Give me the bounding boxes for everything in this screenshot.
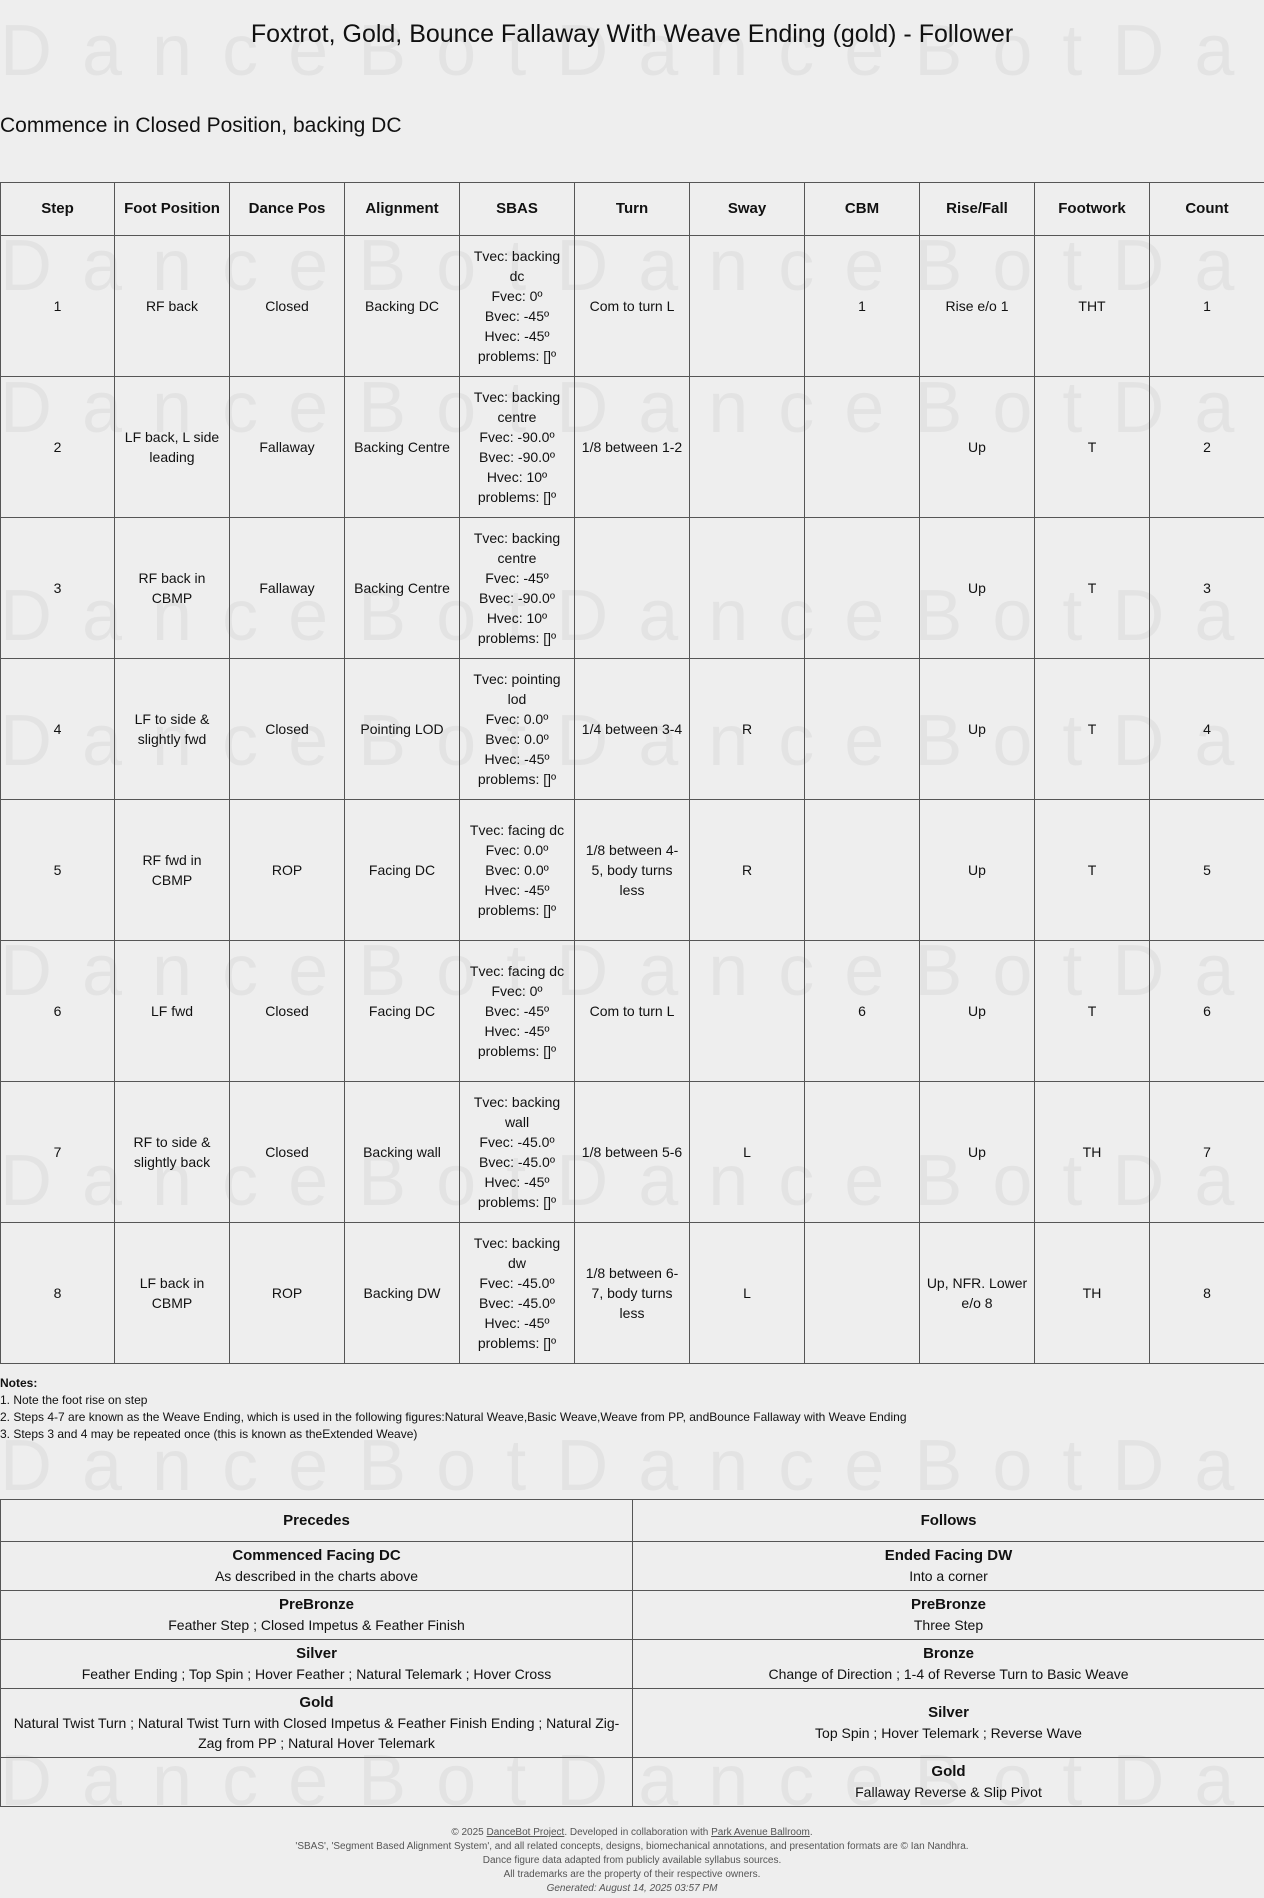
pf-items: Three Step: [913, 1617, 984, 1633]
sway-cell: L: [690, 1223, 805, 1364]
follows-header: Follows: [633, 1500, 1264, 1542]
footwork-cell: T: [1035, 377, 1150, 518]
pf-level: Silver: [296, 1645, 337, 1662]
sbas-cell: [460, 236, 575, 377]
alignment-cell: Backing DC: [345, 236, 460, 377]
step-row: [1, 941, 1264, 1082]
step-number-cell: 7: [1, 1082, 115, 1223]
precedes-follows-table: [0, 1499, 1264, 1807]
count-cell: 4: [1150, 659, 1264, 800]
rise-fall-cell: Up, NFR. Lower e/o 8: [920, 1223, 1035, 1364]
dance-pos-cell: Closed: [230, 1082, 345, 1223]
step-row: [1, 377, 1264, 518]
alignment-cell: Pointing LOD: [345, 659, 460, 800]
sbas-line: Tvec: backing dc: [473, 248, 561, 284]
step-row: [1, 518, 1264, 659]
pf-items: Feather Step ; Closed Impetus & Feather Finish: [168, 1617, 465, 1633]
turn-cell: [575, 518, 690, 659]
rise-fall-cell: Rise e/o 1: [920, 236, 1035, 377]
turn-cell: Com to turn L: [575, 941, 690, 1082]
footwork-cell: TH: [1035, 1082, 1150, 1223]
col-foot-position-header: Foot Position: [115, 183, 230, 236]
dance-pos-cell: ROP: [230, 800, 345, 941]
sbas-cell: [460, 659, 575, 800]
rise-fall-cell: Up: [920, 941, 1035, 1082]
sbas-line: Hvec: 10º: [486, 469, 548, 485]
rise-fall-cell: Up: [920, 800, 1035, 941]
col-sway-header: Sway: [690, 183, 805, 236]
sbas-line: Tvec: pointing lod: [473, 671, 561, 707]
copyright-period: .: [809, 1827, 813, 1838]
sbas-line: problems: []º: [477, 902, 557, 918]
pf-row: [1, 1542, 1264, 1591]
pf-row: [1, 1640, 1264, 1689]
footer-generated: Generated: August 14, 2025 03:57 PM: [546, 1883, 718, 1894]
turn-cell: 1/4 between 3-4: [575, 659, 690, 800]
step-row: [1, 659, 1264, 800]
col-dance-pos-header: Dance Pos: [230, 183, 345, 236]
sbas-line: Hvec: 10º: [486, 610, 548, 626]
col-cbm-header: CBM: [805, 183, 920, 236]
sway-cell: [690, 377, 805, 518]
foot-position-cell: LF to side & slightly fwd: [115, 659, 230, 800]
pf-level: Bronze: [923, 1645, 974, 1662]
footwork-cell: T: [1035, 659, 1150, 800]
cbm-cell: [805, 659, 920, 800]
foot-position-cell: LF fwd: [115, 941, 230, 1082]
footwork-cell: T: [1035, 518, 1150, 659]
sbas-cell: [460, 377, 575, 518]
note-item: 1. Note the foot rise on step: [0, 1393, 148, 1407]
sbas-line: Fvec: -45.0º: [479, 1275, 555, 1291]
turn-cell: 1/8 between 4-5, body turns less: [575, 800, 690, 941]
cbm-cell: 1: [805, 236, 920, 377]
collab-text: . Developed in collaboration with: [564, 1827, 712, 1838]
sbas-line: Hvec: -45º: [484, 882, 550, 898]
steps-body: [1, 236, 1264, 1364]
alignment-cell: Backing Centre: [345, 518, 460, 659]
precedes-cell: [1, 1758, 633, 1807]
col-count-header: Count: [1150, 183, 1264, 236]
col-turn-header: Turn: [575, 183, 690, 236]
sbas-line: Bvec: -45.0º: [479, 1154, 555, 1170]
step-row: [1, 1223, 1264, 1364]
sbas-line: problems: []º: [477, 1335, 557, 1351]
step-row: [1, 236, 1264, 377]
precedes-cell: [1, 1689, 633, 1758]
footwork-cell: TH: [1035, 1223, 1150, 1364]
pf-level: Silver: [928, 1704, 969, 1721]
note-item: 2. Steps 4-7 are known as the Weave Ending, which is used in the following figures:Natural Weave,Basic Weave,Weave from PP, andBounce Fallaway with Weave Ending: [0, 1410, 907, 1424]
footwork-cell: T: [1035, 800, 1150, 941]
pf-items: Fallaway Reverse & Slip Pivot: [855, 1784, 1042, 1800]
follows-cell: [633, 1640, 1264, 1689]
alignment-cell: Backing wall: [345, 1082, 460, 1223]
follows-cell: [633, 1689, 1264, 1758]
precedes-cell: [1, 1640, 633, 1689]
pf-row: [1, 1758, 1264, 1807]
note-item: 3. Steps 3 and 4 may be repeated once (this is known as theExtended Weave): [0, 1427, 418, 1441]
pf-row: [1, 1591, 1264, 1640]
pf-level: PreBronze: [910, 1596, 987, 1613]
rise-fall-cell: Up: [920, 1082, 1035, 1223]
page-subtitle: Commence in Closed Position, backing DC: [0, 114, 402, 137]
pf-level: Commenced Facing DC: [232, 1547, 401, 1564]
sway-cell: R: [690, 659, 805, 800]
sbas-line: Tvec: backing centre: [473, 530, 561, 566]
foot-position-cell: RF to side & slightly back: [115, 1082, 230, 1223]
pf-row: [1, 1689, 1264, 1758]
precedes-header: Precedes: [1, 1500, 633, 1542]
notes-title: Notes:: [0, 1376, 38, 1390]
sbas-line: Bvec: -45º: [484, 1003, 550, 1019]
turn-cell: 1/8 between 1-2: [575, 377, 690, 518]
precedes-cell: [1, 1542, 633, 1591]
step-row: [1, 1082, 1264, 1223]
step-row: [1, 800, 1264, 941]
sbas-line: Fvec: -45º: [485, 570, 549, 586]
sbas-line: problems: []º: [477, 1194, 557, 1210]
count-cell: 8: [1150, 1223, 1264, 1364]
footwork-cell: THT: [1035, 236, 1150, 377]
dance-pos-cell: Fallaway: [230, 518, 345, 659]
rise-fall-cell: Up: [920, 518, 1035, 659]
steps-header-row: [1, 183, 1264, 236]
sbas-line: Fvec: -90.0º: [479, 429, 555, 445]
sbas-line: Fvec: -45.0º: [479, 1134, 555, 1150]
sbas-line: Fvec: 0.0º: [485, 711, 549, 727]
sway-cell: L: [690, 1082, 805, 1223]
pf-body: [1, 1542, 1264, 1807]
sway-cell: [690, 236, 805, 377]
steps-table: [0, 182, 1264, 1364]
sbas-line: Bvec: -45.0º: [479, 1295, 555, 1311]
sway-cell: [690, 518, 805, 659]
sbas-cell: [460, 1223, 575, 1364]
sbas-cell: [460, 941, 575, 1082]
col-alignment-header: Alignment: [345, 183, 460, 236]
sbas-line: Bvec: 0.0º: [485, 862, 549, 878]
sbas-line: Fvec: 0º: [491, 983, 543, 999]
foot-position-cell: RF fwd in CBMP: [115, 800, 230, 941]
count-cell: 2: [1150, 377, 1264, 518]
pf-items: Feather Ending ; Top Spin ; Hover Feather ; Natural Telemark ; Hover Cross: [81, 1666, 552, 1682]
pf-level: Gold: [931, 1763, 966, 1780]
step-number-cell: 5: [1, 800, 115, 941]
sbas-line: Fvec: 0.0º: [485, 842, 549, 858]
count-cell: 1: [1150, 236, 1264, 377]
turn-cell: Com to turn L: [575, 236, 690, 377]
sbas-line: Hvec: -45º: [484, 751, 550, 767]
sbas-line: Bvec: -90.0º: [479, 590, 555, 606]
sway-cell: R: [690, 800, 805, 941]
precedes-cell: [1, 1591, 633, 1640]
footer: [0, 1826, 1264, 1896]
pf-items: As described in the charts above: [214, 1568, 419, 1584]
footer-copyright: [0, 1826, 1264, 1840]
cbm-cell: [805, 377, 920, 518]
sbas-line: problems: []º: [477, 348, 557, 364]
sbas-line: Fvec: 0º: [491, 288, 543, 304]
step-number-cell: 3: [1, 518, 115, 659]
count-cell: 6: [1150, 941, 1264, 1082]
notes: [0, 1375, 907, 1443]
dance-pos-cell: Fallaway: [230, 377, 345, 518]
cbm-cell: [805, 1223, 920, 1364]
dance-pos-cell: ROP: [230, 1223, 345, 1364]
col-footwork-header: Footwork: [1035, 183, 1150, 236]
sbas-line: Hvec: -45º: [484, 1174, 550, 1190]
sbas-line: Tvec: backing centre: [473, 389, 561, 425]
sbas-line: problems: []º: [477, 771, 557, 787]
sbas-line: problems: []º: [477, 489, 557, 505]
follows-cell: [633, 1591, 1264, 1640]
foot-position-cell: RF back in CBMP: [115, 518, 230, 659]
turn-cell: 1/8 between 6-7, body turns less: [575, 1223, 690, 1364]
pf-items: Change of Direction ; 1-4 of Reverse Turn to Basic Weave: [768, 1666, 1129, 1682]
sbas-line: problems: []º: [477, 1043, 557, 1059]
step-number-cell: 1: [1, 236, 115, 377]
sbas-cell: [460, 800, 575, 941]
count-cell: 5: [1150, 800, 1264, 941]
step-number-cell: 8: [1, 1223, 115, 1364]
col-sbas-header: SBAS: [460, 183, 575, 236]
count-cell: 3: [1150, 518, 1264, 659]
foot-position-cell: LF back, L side leading: [115, 377, 230, 518]
park-avenue-ballroom-link[interactable]: Park Avenue Ballroom: [711, 1827, 810, 1838]
follows-cell: [633, 1542, 1264, 1591]
sbas-line: Tvec: backing dw: [473, 1235, 561, 1271]
step-number-cell: 4: [1, 659, 115, 800]
sbas-line: Tvec: facing dc: [469, 963, 565, 979]
foot-position-cell: LF back in CBMP: [115, 1223, 230, 1364]
sbas-line: Tvec: facing dc: [469, 822, 565, 838]
step-number-cell: 6: [1, 941, 115, 1082]
sbas-line: Hvec: -45º: [484, 328, 550, 344]
turn-cell: 1/8 between 5-6: [575, 1082, 690, 1223]
dance-pos-cell: Closed: [230, 941, 345, 1082]
sbas-line: Bvec: 0.0º: [485, 731, 549, 747]
sbas-cell: [460, 1082, 575, 1223]
pf-level: Gold: [299, 1694, 334, 1711]
sbas-line: Tvec: backing wall: [473, 1094, 561, 1130]
pf-items: Natural Twist Turn ; Natural Twist Turn with Closed Impetus & Feather Finish Ending ; Natural Zig-Zag from PP ; Natural Hover Telemark: [13, 1715, 620, 1751]
dancebot-project-link[interactable]: DanceBot Project: [486, 1827, 565, 1838]
cbm-cell: [805, 800, 920, 941]
cbm-cell: [805, 518, 920, 659]
pf-level: PreBronze: [278, 1596, 355, 1613]
rise-fall-cell: Up: [920, 659, 1035, 800]
cbm-cell: [805, 1082, 920, 1223]
sbas-cell: [460, 518, 575, 659]
footer-trademark-notice: All trademarks are the property of their respective owners.: [503, 1869, 761, 1880]
page-title: Foxtrot, Gold, Bounce Fallaway With Weave Ending (gold) - Follower: [250, 20, 1014, 48]
sbas-line: Hvec: -45º: [484, 1023, 550, 1039]
footer-source-notice: Dance figure data adapted from publicly available syllabus sources.: [482, 1855, 782, 1866]
dance-pos-cell: Closed: [230, 236, 345, 377]
pf-level: Ended Facing DW: [884, 1547, 1013, 1564]
count-cell: 7: [1150, 1082, 1264, 1223]
footwork-cell: T: [1035, 941, 1150, 1082]
follows-cell: [633, 1758, 1264, 1807]
sbas-line: Hvec: -45º: [484, 1315, 550, 1331]
step-number-cell: 2: [1, 377, 115, 518]
copyright-prefix: © 2025: [451, 1827, 487, 1838]
sbas-line: Bvec: -90.0º: [479, 449, 555, 465]
pf-items: Top Spin ; Hover Telemark ; Reverse Wave: [815, 1725, 1082, 1741]
sbas-line: Bvec: -45º: [484, 308, 550, 324]
cbm-cell: 6: [805, 941, 920, 1082]
rise-fall-cell: Up: [920, 377, 1035, 518]
alignment-cell: Backing Centre: [345, 377, 460, 518]
col-step-header: Step: [1, 183, 115, 236]
sway-cell: [690, 941, 805, 1082]
alignment-cell: Facing DC: [345, 800, 460, 941]
col-rise-fall-header: Rise/Fall: [920, 183, 1035, 236]
sbas-line: problems: []º: [477, 630, 557, 646]
pf-header-row: [1, 1500, 1264, 1542]
foot-position-cell: RF back: [115, 236, 230, 377]
alignment-cell: Backing DW: [345, 1223, 460, 1364]
dance-pos-cell: Closed: [230, 659, 345, 800]
footer-sbas-notice: 'SBAS', 'Segment Based Alignment System', and all related concepts, designs, biomechanical annotations, and presentation formats are © Ian Nandhra.: [295, 1841, 969, 1852]
pf-items: Into a corner: [909, 1568, 988, 1584]
alignment-cell: Facing DC: [345, 941, 460, 1082]
